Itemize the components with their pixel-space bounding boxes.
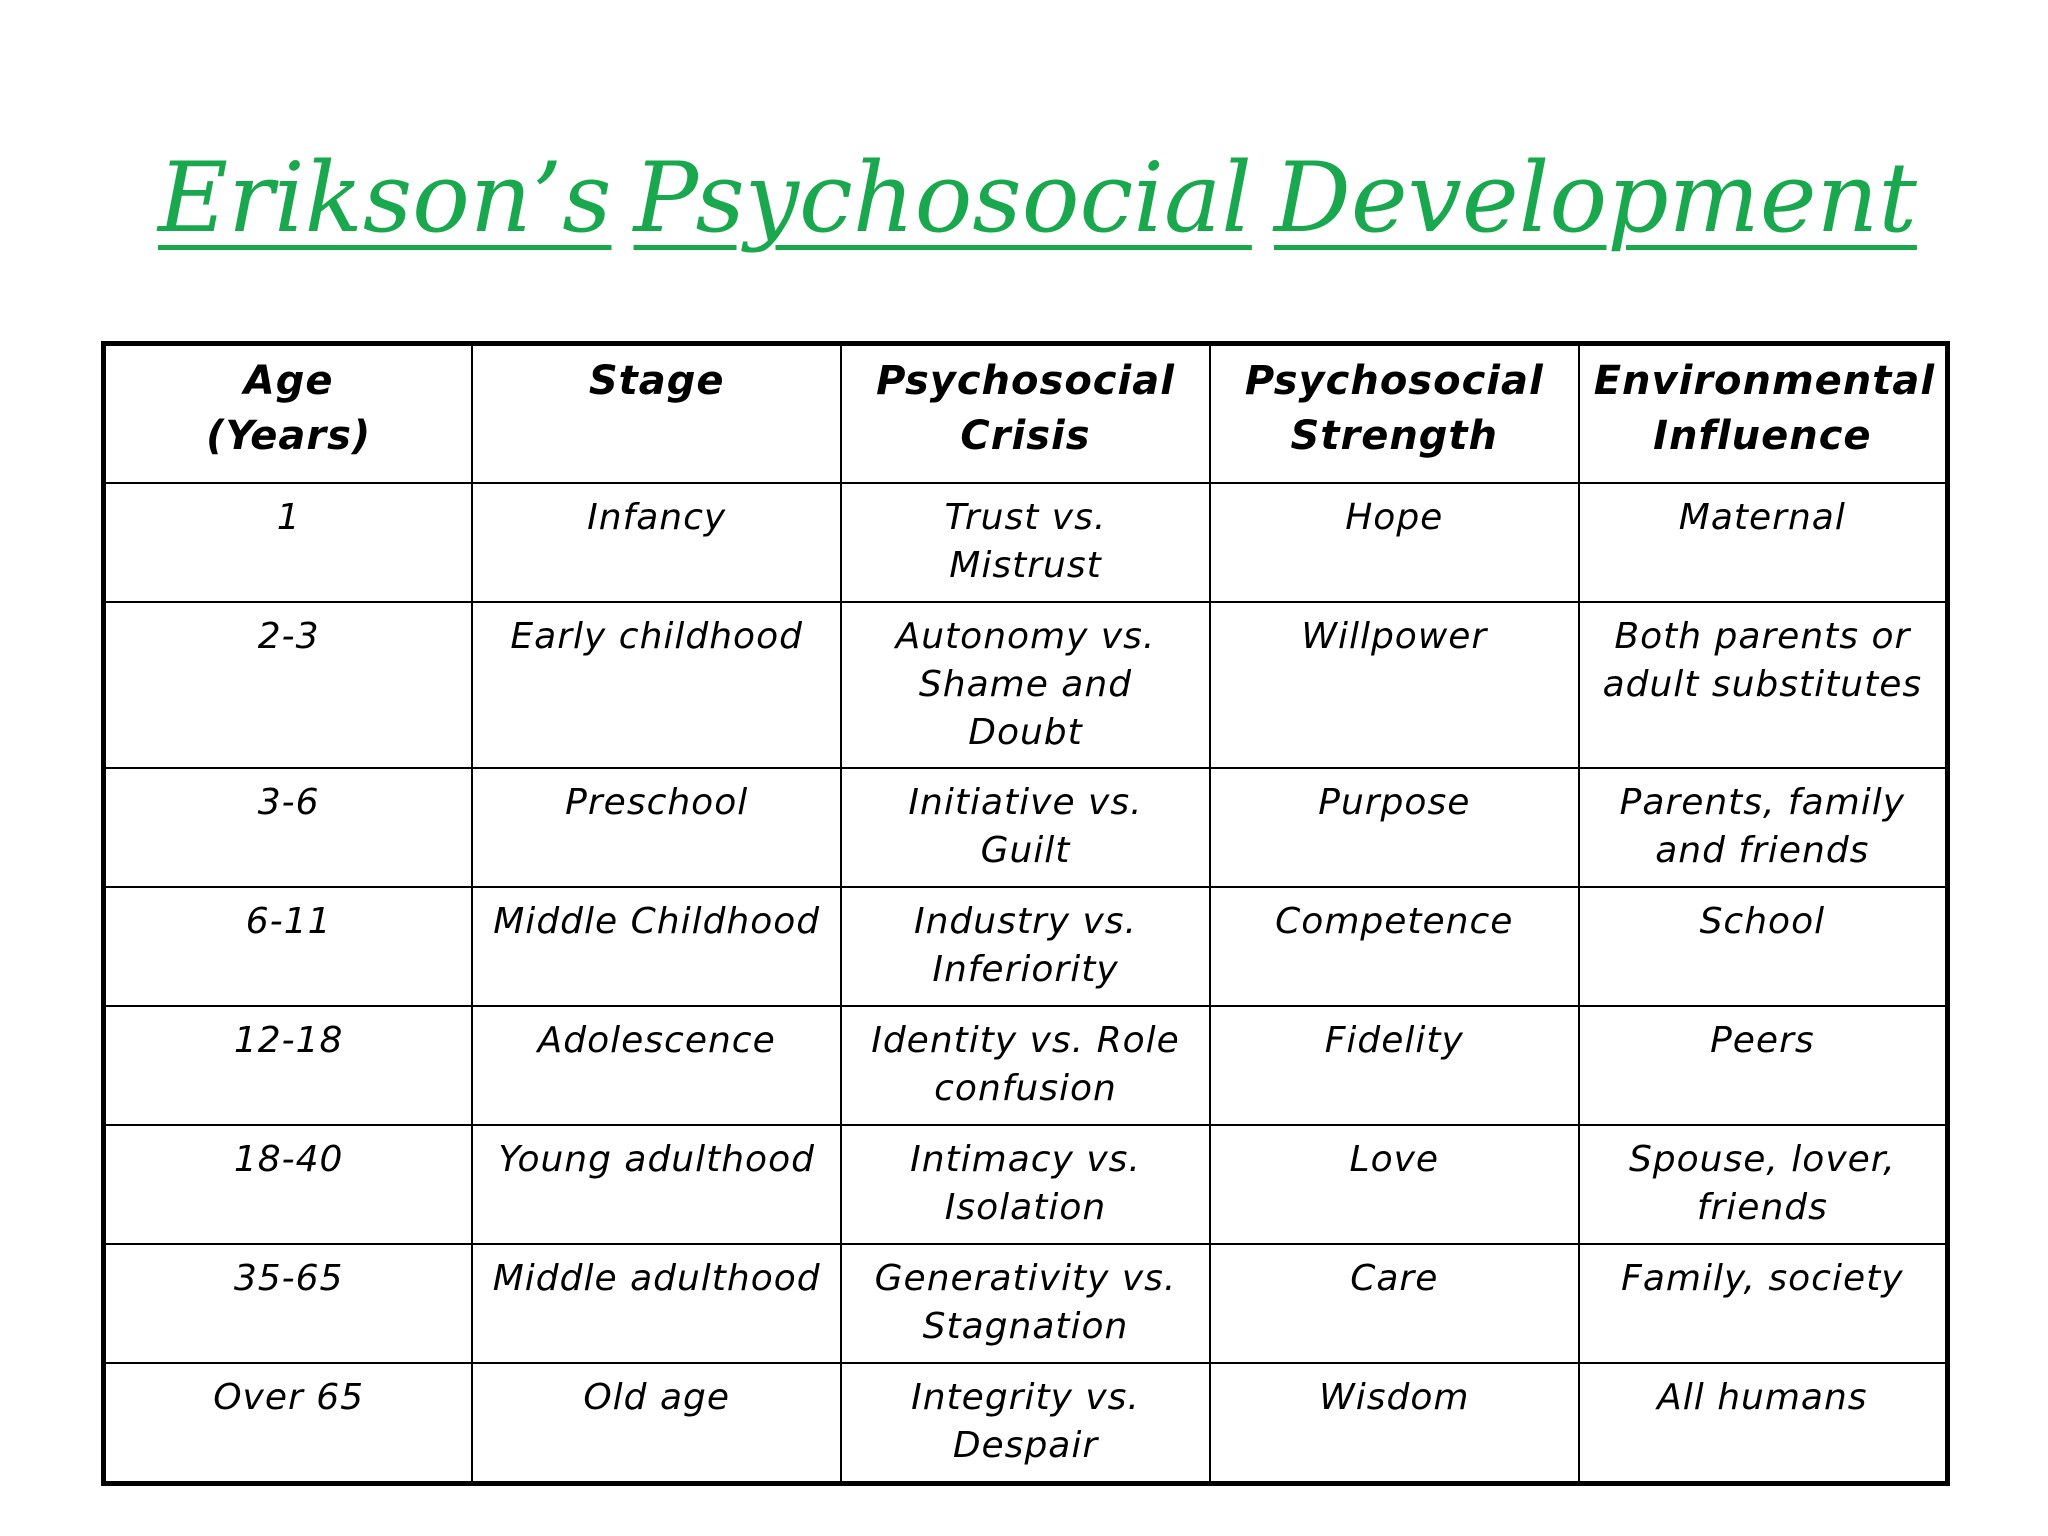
cell-line: Generativity vs. bbox=[874, 1258, 1177, 1299]
header-line: Strength bbox=[1290, 413, 1499, 459]
cell-line: Identity vs. Role bbox=[871, 1020, 1180, 1061]
cell-strength bbox=[1210, 483, 1579, 602]
cell-age bbox=[104, 887, 473, 1006]
cell-crisis bbox=[841, 887, 1210, 1006]
cell-line: Family, society bbox=[1621, 1258, 1904, 1299]
cell-line: Wisdom bbox=[1319, 1377, 1470, 1418]
cell-strength bbox=[1210, 602, 1579, 768]
cell-age bbox=[104, 483, 473, 602]
cell-line: Despair bbox=[952, 1425, 1099, 1466]
title-word-eriksons: Erikson’s bbox=[158, 142, 612, 254]
table-row bbox=[104, 1363, 1948, 1484]
table-row bbox=[104, 483, 1948, 602]
cell-age bbox=[104, 1244, 473, 1363]
cell-line: Love bbox=[1349, 1139, 1440, 1180]
header-line: Crisis bbox=[960, 413, 1091, 459]
header-stage bbox=[472, 344, 841, 484]
cell-line: Young adulthood bbox=[498, 1139, 815, 1180]
cell-line: Purpose bbox=[1318, 782, 1471, 823]
cell-crisis bbox=[841, 768, 1210, 887]
cell-line: 35-65 bbox=[233, 1258, 344, 1299]
cell-influence bbox=[1579, 1006, 1948, 1125]
cell-crisis bbox=[841, 483, 1210, 602]
cell-line: Both parents or bbox=[1614, 616, 1911, 657]
cell-influence bbox=[1579, 1244, 1948, 1363]
table-row bbox=[104, 602, 1948, 768]
cell-line: 2-3 bbox=[257, 616, 320, 657]
title-word-psychosocial: Psychosocial bbox=[633, 142, 1252, 254]
header-line: Stage bbox=[588, 358, 725, 404]
cell-line: Spouse, lover, bbox=[1628, 1139, 1896, 1180]
cell-line: Initiative vs. bbox=[908, 782, 1143, 823]
cell-line: School bbox=[1699, 901, 1826, 942]
cell-crisis bbox=[841, 602, 1210, 768]
cell-line: All humans bbox=[1657, 1377, 1868, 1418]
cell-line: Isolation bbox=[944, 1187, 1107, 1228]
cell-line: 3-6 bbox=[257, 782, 320, 823]
cell-line: Parents, family bbox=[1619, 782, 1906, 823]
cell-line: confusion bbox=[934, 1068, 1117, 1109]
table-row bbox=[104, 1244, 1948, 1363]
cell-line: Middle Childhood bbox=[493, 901, 821, 942]
header-line: Influence bbox=[1653, 413, 1872, 459]
cell-age bbox=[104, 602, 473, 768]
cell-line: Over 65 bbox=[213, 1377, 365, 1418]
cell-stage bbox=[472, 1125, 841, 1244]
cell-line: adult substitutes bbox=[1602, 664, 1923, 705]
cell-stage bbox=[472, 1006, 841, 1125]
cell-influence bbox=[1579, 768, 1948, 887]
header-environmental-influence bbox=[1579, 344, 1948, 484]
cell-line: Middle adulthood bbox=[492, 1258, 821, 1299]
cell-crisis bbox=[841, 1125, 1210, 1244]
cell-line: Autonomy vs. bbox=[895, 616, 1156, 657]
cell-line: Preschool bbox=[565, 782, 749, 823]
cell-line: Care bbox=[1350, 1258, 1439, 1299]
cell-crisis bbox=[841, 1006, 1210, 1125]
cell-stage bbox=[472, 768, 841, 887]
cell-crisis bbox=[841, 1363, 1210, 1484]
cell-line: Trust vs. bbox=[944, 497, 1107, 538]
cell-line: 12-18 bbox=[233, 1020, 344, 1061]
cell-line: 1 bbox=[276, 497, 301, 538]
title-word-development: Development bbox=[1273, 142, 1917, 254]
cell-line: Fidelity bbox=[1324, 1020, 1464, 1061]
cell-stage bbox=[472, 483, 841, 602]
cell-line: 6-11 bbox=[245, 901, 332, 942]
cell-strength bbox=[1210, 1244, 1579, 1363]
header-line: Age bbox=[243, 358, 334, 404]
table-row bbox=[104, 768, 1948, 887]
cell-line: Shame and bbox=[918, 664, 1133, 705]
cell-age bbox=[104, 768, 473, 887]
cell-line: Guilt bbox=[980, 830, 1071, 871]
cell-stage bbox=[472, 1244, 841, 1363]
cell-age bbox=[104, 1363, 473, 1484]
cell-line: Stagnation bbox=[922, 1306, 1129, 1347]
cell-age bbox=[104, 1125, 473, 1244]
table-header-row bbox=[104, 344, 1948, 484]
header-line: Environmental bbox=[1593, 358, 1936, 404]
cell-strength bbox=[1210, 887, 1579, 1006]
cell-line: Inferiority bbox=[932, 949, 1119, 990]
cell-influence bbox=[1579, 1363, 1948, 1484]
cell-stage bbox=[472, 602, 841, 768]
header-psychosocial-strength bbox=[1210, 344, 1579, 484]
cell-line: Old age bbox=[583, 1377, 731, 1418]
cell-line: Mistrust bbox=[949, 545, 1102, 586]
cell-crisis bbox=[841, 1244, 1210, 1363]
cell-line: Competence bbox=[1275, 901, 1514, 942]
table-row bbox=[104, 887, 1948, 1006]
table-row bbox=[104, 1125, 1948, 1244]
cell-line: Early childhood bbox=[510, 616, 803, 657]
cell-influence bbox=[1579, 602, 1948, 768]
header-psychosocial-crisis bbox=[841, 344, 1210, 484]
cell-line: Peers bbox=[1710, 1020, 1815, 1061]
table-row bbox=[104, 1006, 1948, 1125]
header-line: (Years) bbox=[206, 413, 372, 459]
page-title bbox=[158, 128, 1917, 268]
header-line: Psychosocial bbox=[1244, 358, 1544, 404]
cell-line: and friends bbox=[1655, 830, 1870, 871]
cell-line: Hope bbox=[1345, 497, 1444, 538]
cell-line: Doubt bbox=[968, 712, 1083, 753]
cell-line: 18-40 bbox=[233, 1139, 344, 1180]
cell-line: Integrity vs. bbox=[911, 1377, 1140, 1418]
cell-line: Intimacy vs. bbox=[910, 1139, 1141, 1180]
cell-line: Infancy bbox=[587, 497, 727, 538]
cell-influence bbox=[1579, 483, 1948, 602]
header-age bbox=[104, 344, 473, 484]
erikson-stages-table bbox=[101, 341, 1950, 1486]
cell-age bbox=[104, 1006, 473, 1125]
cell-strength bbox=[1210, 1125, 1579, 1244]
header-line: Psychosocial bbox=[876, 358, 1175, 404]
cell-influence bbox=[1579, 1125, 1948, 1244]
cell-line: Willpower bbox=[1301, 616, 1488, 657]
cell-influence bbox=[1579, 887, 1948, 1006]
cell-stage bbox=[472, 1363, 841, 1484]
cell-line: friends bbox=[1696, 1187, 1828, 1228]
cell-line: Maternal bbox=[1678, 497, 1846, 538]
cell-strength bbox=[1210, 1363, 1579, 1484]
cell-stage bbox=[472, 887, 841, 1006]
cell-line: Industry vs. bbox=[913, 901, 1137, 942]
cell-line: Adolescence bbox=[537, 1020, 776, 1061]
cell-strength bbox=[1210, 1006, 1579, 1125]
cell-strength bbox=[1210, 768, 1579, 887]
